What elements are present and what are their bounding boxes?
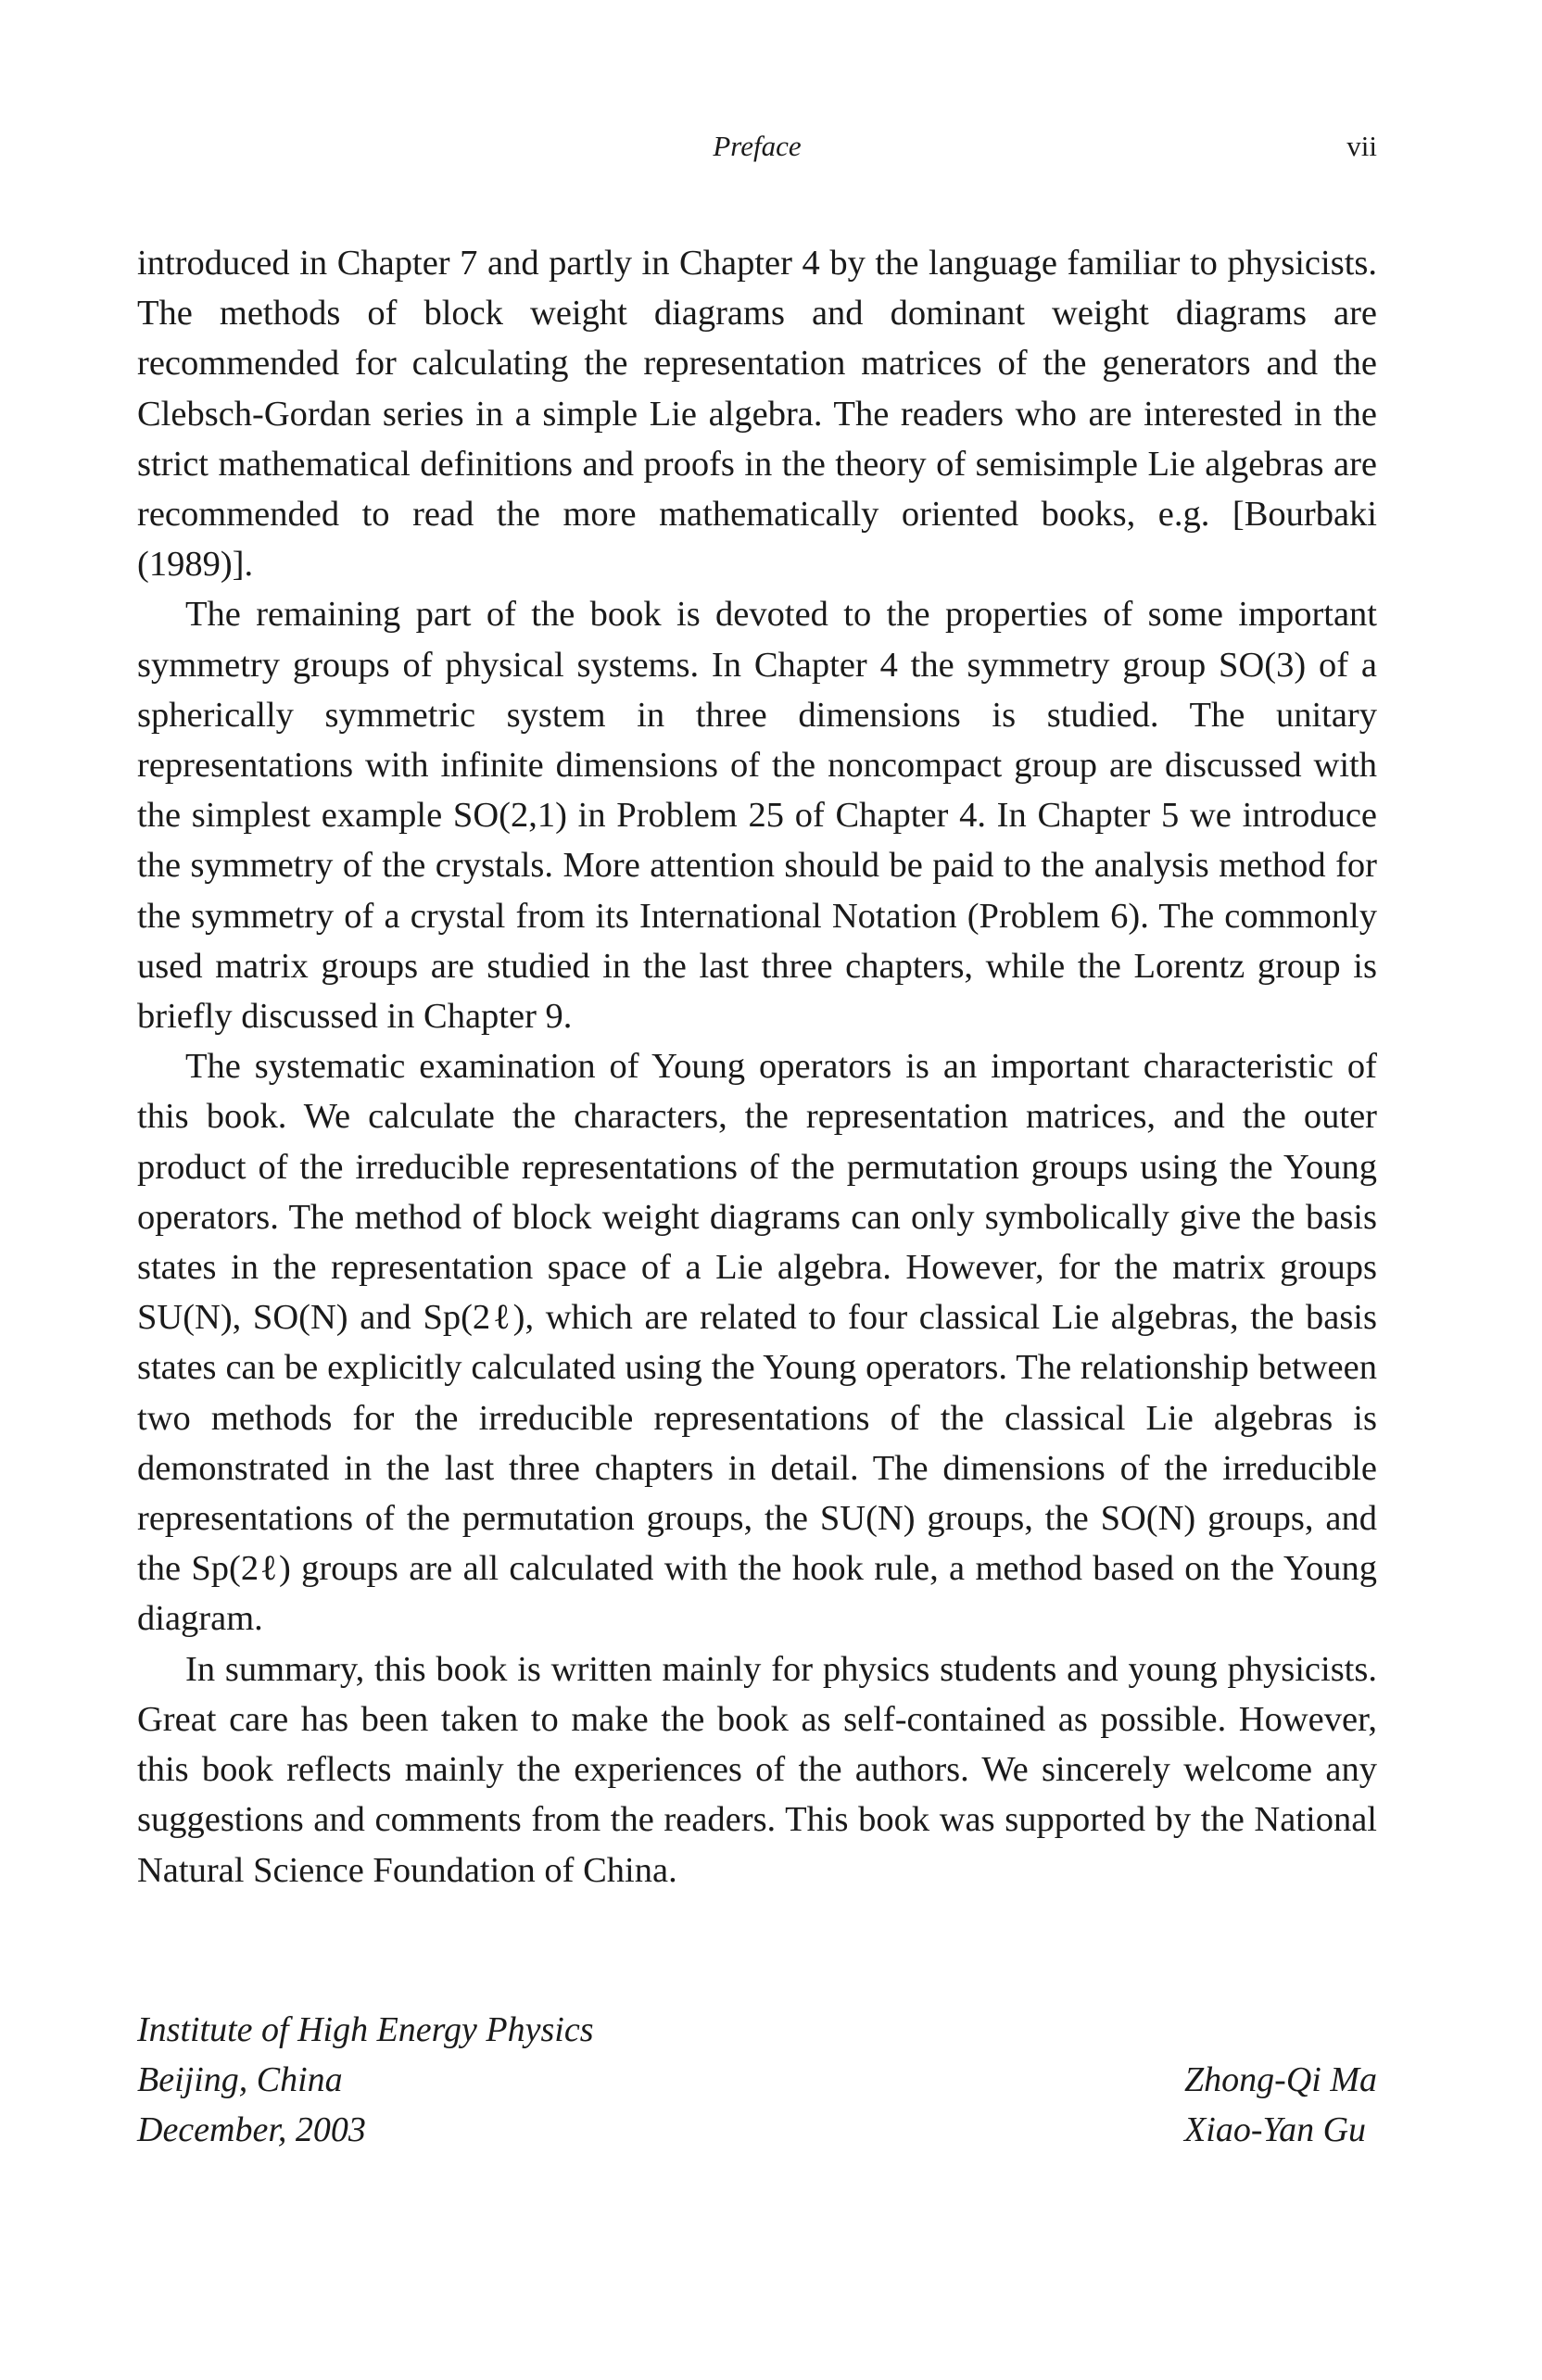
- affiliation-block: [137, 2005, 594, 2156]
- running-title: Preface: [713, 130, 802, 162]
- page-number: vii: [1346, 130, 1377, 162]
- paragraph-summary: In summary, this book is written mainly for physics students and young physicists. Great care has been taken to make the book as self-contained as possible. However, this book reflects mainly the experiences of the authors. We sincerely welcome any suggestions and comments from the readers. This book was supported by the National Natural Science Foundation of China.: [137, 1649, 1377, 1890]
- institute-location: Beijing, China: [137, 2060, 343, 2100]
- institute-name: Institute of High Energy Physics: [137, 2010, 594, 2049]
- paragraph-young-operators: The systematic examination of Young operators is an important characteristic of this book. We calculate the characters, the representation matrices, and the outer product of the irreducible representations of the permutation groups using the Young operators. The method of block weight diagrams can only symbolically give the basis states in the representation space of a Lie algebra. However, for the matrix groups SU(N), SO(N) and Sp(2ℓ), which are related to four classical Lie algebras, the basis states can be explicitly calculated using the Young operators. The relationship between two methods for the irreducible representations of the classical Lie algebras is demonstrated in the last three chapters in detail. The dimensions of the irreducible representations of the permutation groups, the SU(N) groups, the SO(N) groups, and the Sp(2ℓ) groups are all calculated with the hook rule, a method based on the Young diagram.: [137, 1047, 1377, 1639]
- paragraph-symmetry-groups: The remaining part of the book is devoted to the properties of some important symmetry groups of physical systems. In Chapter 4 the symmetry group SO(3) of a spherically symmetric system in three dimensions is studied. The unitary representations with infinite dimensions of the noncompact group are discussed with the simplest example SO(2,1) in Problem 25 of Chapter 4. In Chapter 5 we introduce the symmetry of the crystals. More attention should be paid to the analysis method for the symmetry of a crystal from its International Notation (Problem 6). The commonly used matrix groups are studied in the last three chapters, while the Lorentz group is briefly discussed in Chapter 9.: [137, 595, 1377, 1037]
- authors-block: [1184, 2055, 1377, 2155]
- author-name: Xiao-Yan Gu: [1184, 2110, 1367, 2150]
- paragraph-continuation: introduced in Chapter 7 and partly in Chapter 4 by the language familiar to physicists. The methods of block weight diagrams and dominant weight diagrams are recommended for calculating the representation matrices of the generators and the Clebsch-Gordan series in a simple Lie algebra. The readers who are interested in the strict mathematical definitions and proofs in the theory of semisimple Lie algebras are recommended to read the more mathematically oriented books, e.g. [Bourbaki (1989)].: [137, 244, 1377, 585]
- preface-date: December, 2003: [137, 2110, 366, 2150]
- author-name: Zhong-Qi Ma: [1184, 2060, 1377, 2099]
- preface-body: [137, 238, 1377, 1895]
- signature-block: [137, 2005, 1377, 2172]
- running-head: [137, 130, 1377, 170]
